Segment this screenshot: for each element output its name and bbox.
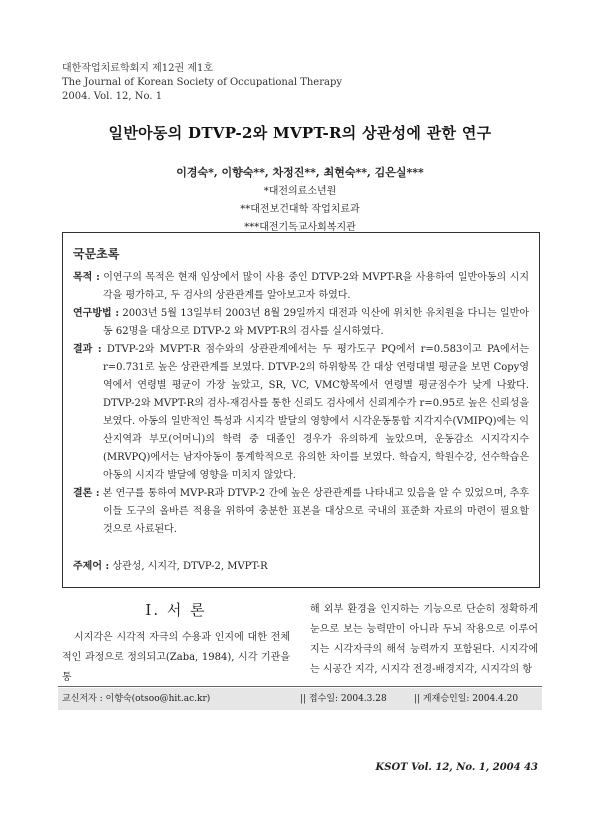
keywords-label: 주제어 : [73, 561, 110, 572]
abstract-results [73, 341, 529, 485]
affiliation-1: *대전의료소년원 [263, 186, 337, 197]
abstract-method-label: 연구방법 : [73, 308, 120, 319]
abstract-results-text: DTVP-2와 MVPT-R 점수와의 상관관계에서는 두 평가도구 PQ에서 r=0.583이고 PA에서는 r=0.731로 높은 상관관계를 보였다. DTVP-2의 하위항목 간 대상 연령대별 평균을 보면 Copy영역에서 연령별 평균이 가장 높았고, SR, VC, VMC항목에서 연령별 평균점수가 낮게 나왔다. DTVP-2와 MVPT-R의 검사-재검사를 통한 신뢰도 검사에서 신뢰계수가 r=0.95로 높은 신뢰성을 보였다. 아동의 일반적인 특성과 시지각 발달의 영향에서 시각운동통합 지각지수(VMIPQ)에는 익산지역과 부모(어머니)의 학력 중 대졸인 경우가 유의하게 높았으며, 운동감소 시지각지수(MRVPQ)에서는 남자아동이 통계학적으로 유의한 차이를 보였다. 학습지, 학원수강, 선수학습은 아동의 시지각 발달에 영향을 미치지 않았다. [101, 344, 529, 481]
keywords-text: 상관성, 시지각, DTVP-2, MVPT-R [109, 561, 268, 572]
abstract-method-text: 2003년 5월 13일부터 2003년 8월 29일까지 대전과 익산에 위치한 유치원을 다니는 일반아동 62명을 대상으로 DTVP-2 와 MVPT-R의 검사를 실시하였다. [103, 308, 529, 337]
affiliation-2: **대전보건대학 작업치료과 [240, 204, 360, 215]
keywords [73, 557, 268, 572]
section-title: I. 서 론 [145, 601, 207, 619]
journal-header [62, 62, 342, 104]
abstract-purpose-text: 이연구의 목적은 현재 임상에서 많이 사용 중인 DTVP-2와 MVPT-R을 사용하여 일반아동의 시지각을 평가하고, 두 검사의 상관관계를 알아보고자 하였다. [99, 272, 529, 301]
footer-info [58, 688, 542, 710]
received-date: || 접수일: 2004.3.28 [300, 694, 387, 704]
abstract-conclusion-label: 결론 : [73, 488, 100, 499]
accepted-date: || 게재승인일: 2004.4.20 [414, 694, 519, 704]
right-column-text: 해 외부 환경을 인지하는 기능으로 단순히 정확하게 눈으로 보는 능력만이 아니라 두뇌 작용으로 이루어지는 시각자극의 해석 능력까지 포함된다. 시지각에는 시공간 지각, 시지각 전경-배경지각, 시지각의 항 [310, 604, 538, 675]
abstract-conclusion-text: 본 연구를 통하여 MVP-R과 DTVP-2 간에 높은 상관관계를 나타내고 있음을 알 수 있었으며, 추후 이들 도구의 올바른 적용을 위하여 충분한 표본을 대상으로 국내의 표준화 자료의 마련이 필요할 것으로 사료된다. [99, 488, 529, 535]
abstract-results-label: 결과 : [73, 344, 102, 355]
journal-name-english: The Journal of Korean Society of Occupational Therapy [62, 77, 343, 88]
abstract-purpose [73, 269, 529, 305]
journal-volume: 2004. Vol. 12, No. 1 [62, 91, 163, 102]
abstract-purpose-label: 목적 : [73, 272, 100, 283]
footer-divider [58, 686, 542, 687]
affiliation-3: ***대전기독교사회복지관 [244, 222, 356, 233]
abstract-method [73, 305, 529, 341]
abstract-conclusion [73, 485, 529, 539]
page-number: KSOT Vol. 12, No. 1, 2004 43 [375, 762, 538, 773]
authors: 이경숙*, 이향숙**, 차정진**, 최현숙**, 김은실*** [176, 166, 424, 179]
left-column-text: 시지각은 시각적 자극의 수용과 인지에 대한 전체적인 과정으로 정의되고(Zaba, 1984), 시각 기관을 통 [62, 632, 290, 683]
journal-name-korean: 대한작업치료학회지 제12권 제1호 [62, 63, 214, 74]
abstract-content [73, 245, 529, 539]
abstract-box [62, 232, 540, 588]
paper-title: 일반아동의 DTVP-2와 MVPT-R의 상관성에 관한 연구 [108, 124, 492, 142]
right-column [310, 600, 538, 680]
corresponding-author: 교신저자 : 이향숙(otsoo@hit.ac.kr) [62, 694, 211, 704]
left-column [62, 600, 290, 688]
abstract-heading: 국문초록 [73, 247, 120, 261]
